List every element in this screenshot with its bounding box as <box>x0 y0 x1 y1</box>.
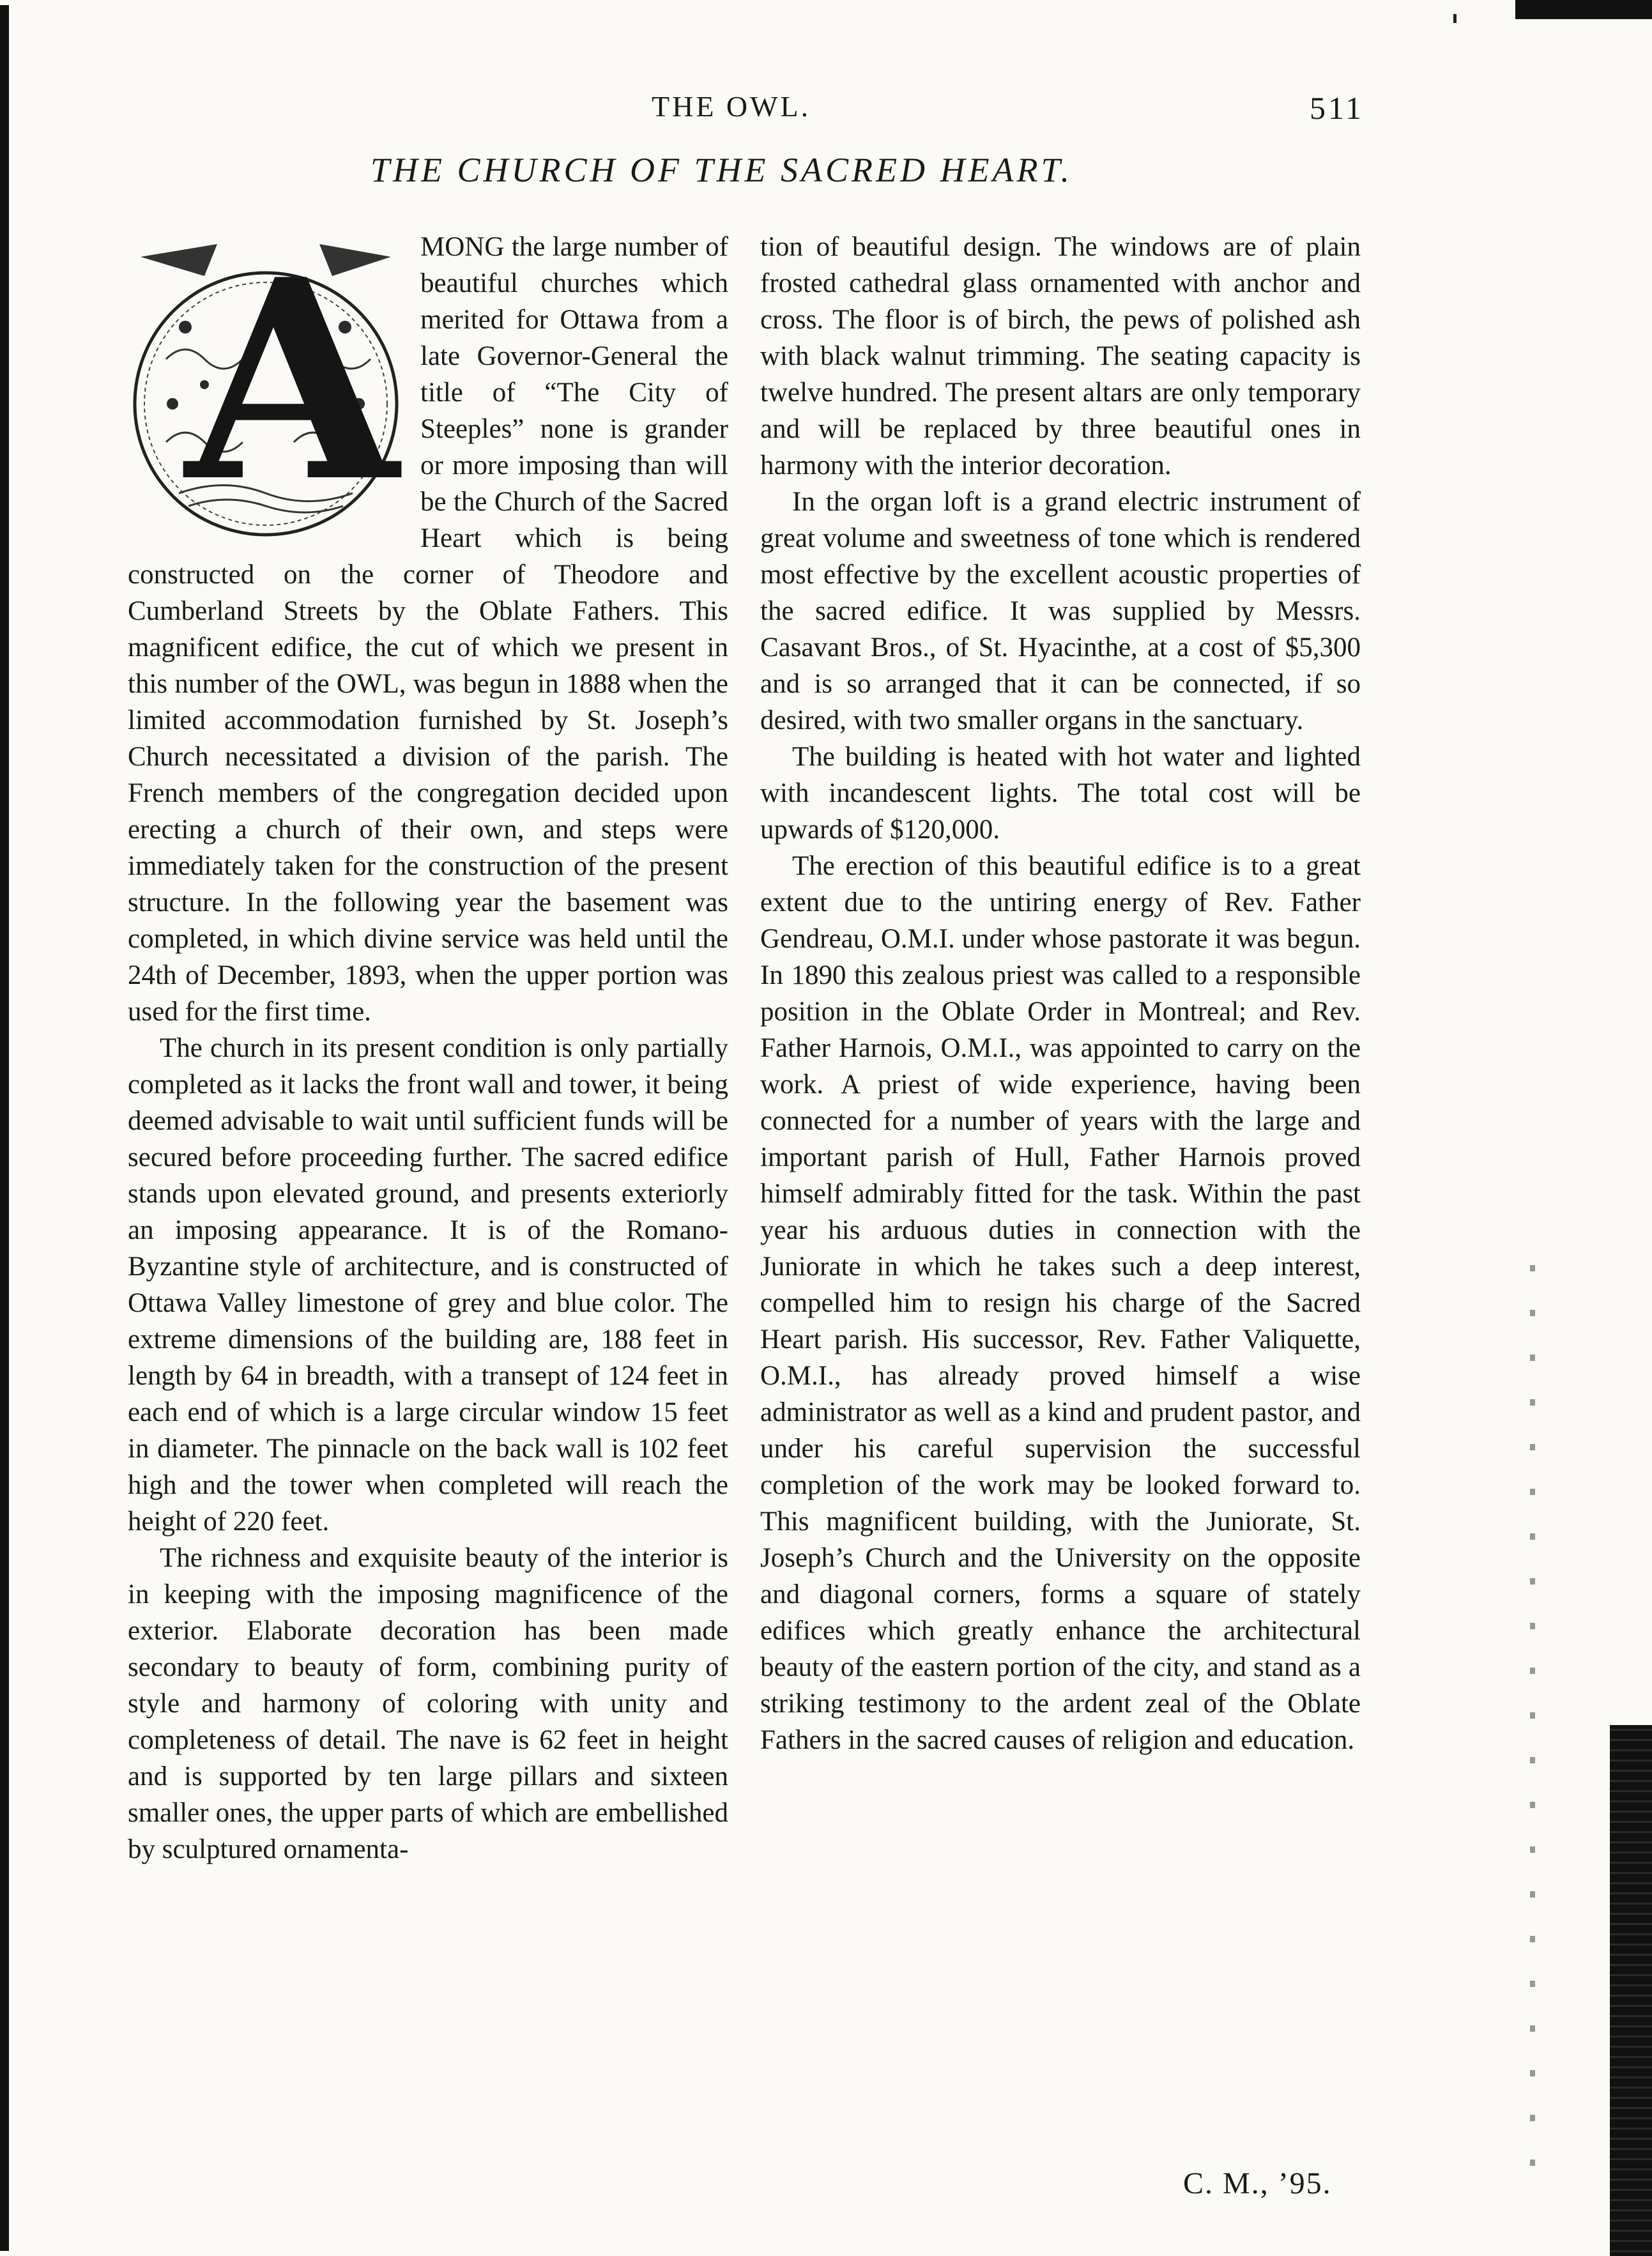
left-column <box>128 220 728 1868</box>
running-title: THE OWL. <box>652 90 811 123</box>
scan-right-dashes <box>1530 1265 1535 2191</box>
paragraph: The richness and exquisite beauty of the interior is in keeping with the imposing magnificence of the exterior. Elaborate decoration has been made secondary to beauty of form, combining purity of style and harmony of coloring with unity and completeness of detail. The nave is 62 feet in height and is supported by ten large pillars and sixteen smaller ones, the upper parts of which are embellished by sculptured ornamenta- <box>128 1543 728 1864</box>
author-signature: C. M., ’95. <box>1183 2167 1332 2200</box>
right-column <box>760 229 1361 1758</box>
scan-mark <box>1453 14 1457 23</box>
scan-left-edge <box>0 5 9 2251</box>
page-number: 511 <box>1310 90 1365 126</box>
drop-cap-letter: A <box>185 220 399 542</box>
paragraph: MONG the large number of beautiful churches which merited for Ottawa from a late Governor-General the title of “The City of Steeples” none is grander or more imposing than will be the Church of the Sacred Heart which is being constructed on the corner of Theodore and Cumberland Streets by the Oblate Fathers. This magnificent edifice, the cut of which we present in this number of the OWL, was begun in 1888 when the limited accommodation furnished by St. Joseph’s Church necessitated a division of the parish. The French members of the congregation decided upon erecting a church of their own, and steps were immediately taken for the construction of the present structure. In the following year the basement was completed, in which divine service was held until the 24th of December, 1893, when the upper portion was used for the first time. <box>128 232 728 1027</box>
paragraph: The building is heated with hot water and lighted with incandescent lights. The total cost will be upwards of $120,000. <box>760 742 1361 845</box>
paragraph-continued: tion of beautiful design. The windows are of plain frosted cathedral glass ornamented with anchor and cross. The floor is of birch, the pews of polished ash with black walnut trimming. The seating capacity is twelve hundred. The present altars are only temporary and will be replaced by three beautiful ones in harmony with the interior decoration. <box>760 232 1361 480</box>
scan-right-edge <box>1610 1725 1652 2256</box>
scan-top-right-bar <box>1515 0 1652 19</box>
paragraph: The church in its present condition is only partially completed as it lacks the front wall and tower, it being deemed advisable to wait until sufficient funds will be secured before proceeding further. The sacred edifice stands upon elevated ground, and presents exteriorly an imposing appearance. It is of the Romano-Byzantine style of architecture, and is constructed of Ottawa Valley limestone of grey and blue color. The extreme dimensions of the building are, 188 feet in length by 64 in breadth, with a transept of 124 feet in each end of which is a large circular window 15 feet in diameter. The pinnacle on the back wall is 102 feet high and the tower when completed will reach the height of 220 feet. <box>128 1033 728 1537</box>
paragraph: In the organ loft is a grand electric instrument of great volume and sweetness of tone which is rendered most effective by the excellent acoustic properties of the sacred edifice. It was supplied by Messrs. Casavant Bros., of St. Hyacinthe, at a cost of $5,300 and is so arranged that it can be connected, if so desired, with two smaller organs in the sanctuary. <box>760 487 1361 735</box>
paragraph: The erection of this beautiful edifice is to a great extent due to the untiring energy of Rev. Father Gendreau, O.M.I. under whose pastorate it was begun. In 1890 this zealous priest was called to a responsible position in the Oblate Order in Montreal; and Rev. Father Harnois, O.M.I., was appointed to carry on the work. A priest of wide experience, having been connected for a number of years with the large and important parish of Hull, Father Harnois proved himself admirably fitted for the task. Within the past year his arduous duties in connection with the Juniorate in which he takes such a deep interest, compelled him to resign his charge of the Sacred Heart parish. His successor, Rev. Father Valiquette, O.M.I., has already proved himself a wise administrator as well as a kind and prudent pastor, and under his careful supervision the successful completion of the work may be looked forward to. This magnificent building, with the Juniorate, St. Joseph’s Church and the University on the opposite and diagonal corners, forms a square of stately edifices which greatly enhance the architectural beauty of the eastern portion of the city, and stand as a striking testimony to the ardent zeal of the Oblate Fathers in the sacred causes of religion and education. <box>760 851 1361 1755</box>
article-title: THE CHURCH OF THE SACRED HEART. <box>371 151 1073 189</box>
ornamental-initial <box>128 220 404 552</box>
